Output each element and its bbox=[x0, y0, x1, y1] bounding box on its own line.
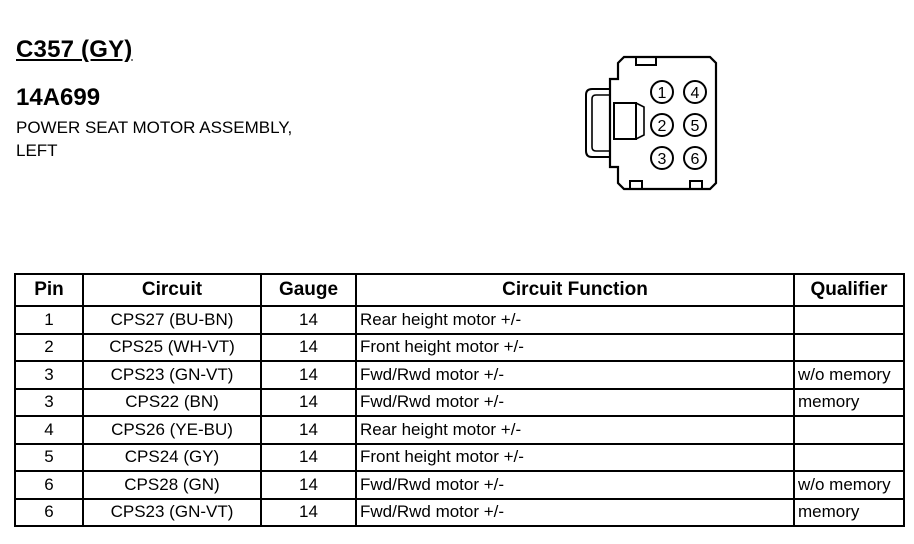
pin-5 bbox=[684, 114, 706, 136]
cell-circuit: CPS25 (WH-VT) bbox=[83, 334, 261, 362]
cell-qualifier bbox=[794, 306, 904, 334]
cell-gauge: 14 bbox=[261, 334, 356, 362]
header-circuit: Circuit bbox=[83, 274, 261, 306]
cell-circuit: CPS28 (GN) bbox=[83, 471, 261, 499]
table-row bbox=[15, 334, 904, 362]
table-row bbox=[15, 416, 904, 444]
table-row bbox=[15, 471, 904, 499]
table-row bbox=[15, 389, 904, 417]
pinout-table bbox=[14, 273, 905, 527]
cell-circuit: CPS26 (YE-BU) bbox=[83, 416, 261, 444]
cell-pin: 4 bbox=[15, 416, 83, 444]
cell-circuit: CPS24 (GY) bbox=[83, 444, 261, 472]
header-circuit-function: Circuit Function bbox=[356, 274, 794, 306]
svg-text:6: 6 bbox=[690, 151, 700, 168]
cell-qualifier bbox=[794, 444, 904, 472]
pin-1 bbox=[651, 81, 673, 103]
header-qualifier: Qualifier bbox=[794, 274, 904, 306]
cell-pin: 3 bbox=[15, 361, 83, 389]
header-gauge: Gauge bbox=[261, 274, 356, 306]
cell-gauge: 14 bbox=[261, 444, 356, 472]
cell-pin: 6 bbox=[15, 471, 83, 499]
cell-circuit: CPS23 (GN-VT) bbox=[83, 499, 261, 527]
pin-2 bbox=[651, 114, 673, 136]
cell-function: Fwd/Rwd motor +/- bbox=[356, 471, 794, 499]
cell-pin: 1 bbox=[15, 306, 83, 334]
cell-gauge: 14 bbox=[261, 306, 356, 334]
connector-id: C357 (GY) bbox=[16, 36, 133, 63]
cell-qualifier bbox=[794, 416, 904, 444]
table-header-row bbox=[15, 274, 904, 306]
description-line-1: POWER SEAT MOTOR ASSEMBLY, bbox=[16, 118, 293, 137]
svg-text:3: 3 bbox=[657, 151, 667, 168]
cell-qualifier: w/o memory bbox=[794, 361, 904, 389]
header-pin: Pin bbox=[15, 274, 83, 306]
svg-text:2: 2 bbox=[657, 118, 667, 135]
cell-gauge: 14 bbox=[261, 499, 356, 527]
pin-3 bbox=[651, 147, 673, 169]
cell-qualifier: w/o memory bbox=[794, 471, 904, 499]
svg-text:4: 4 bbox=[690, 85, 700, 102]
cell-qualifier: memory bbox=[794, 389, 904, 417]
pin-4 bbox=[684, 81, 706, 103]
cell-function: Rear height motor +/- bbox=[356, 306, 794, 334]
cell-pin: 3 bbox=[15, 389, 83, 417]
cell-gauge: 14 bbox=[261, 389, 356, 417]
cell-gauge: 14 bbox=[261, 471, 356, 499]
cell-gauge: 14 bbox=[261, 416, 356, 444]
part-number: 14A699 bbox=[16, 84, 101, 111]
cell-circuit: CPS22 (BN) bbox=[83, 389, 261, 417]
table-row bbox=[15, 306, 904, 334]
cell-function: Rear height motor +/- bbox=[356, 416, 794, 444]
svg-text:5: 5 bbox=[690, 118, 700, 135]
cell-function: Fwd/Rwd motor +/- bbox=[356, 361, 794, 389]
cell-function: Front height motor +/- bbox=[356, 444, 794, 472]
cell-function: Front height motor +/- bbox=[356, 334, 794, 362]
table-row bbox=[15, 361, 904, 389]
pin-6 bbox=[684, 147, 706, 169]
table-row bbox=[15, 444, 904, 472]
cell-circuit: CPS27 (BU-BN) bbox=[83, 306, 261, 334]
description-line-2: LEFT bbox=[16, 141, 58, 160]
cell-circuit: CPS23 (GN-VT) bbox=[83, 361, 261, 389]
cell-pin: 5 bbox=[15, 444, 83, 472]
cell-gauge: 14 bbox=[261, 361, 356, 389]
connector-face-diagram bbox=[584, 55, 720, 195]
table-row bbox=[15, 499, 904, 527]
cell-function: Fwd/Rwd motor +/- bbox=[356, 499, 794, 527]
cell-function: Fwd/Rwd motor +/- bbox=[356, 389, 794, 417]
cell-pin: 2 bbox=[15, 334, 83, 362]
cell-qualifier bbox=[794, 334, 904, 362]
svg-text:1: 1 bbox=[657, 85, 667, 102]
cell-pin: 6 bbox=[15, 499, 83, 527]
cell-qualifier: memory bbox=[794, 499, 904, 527]
